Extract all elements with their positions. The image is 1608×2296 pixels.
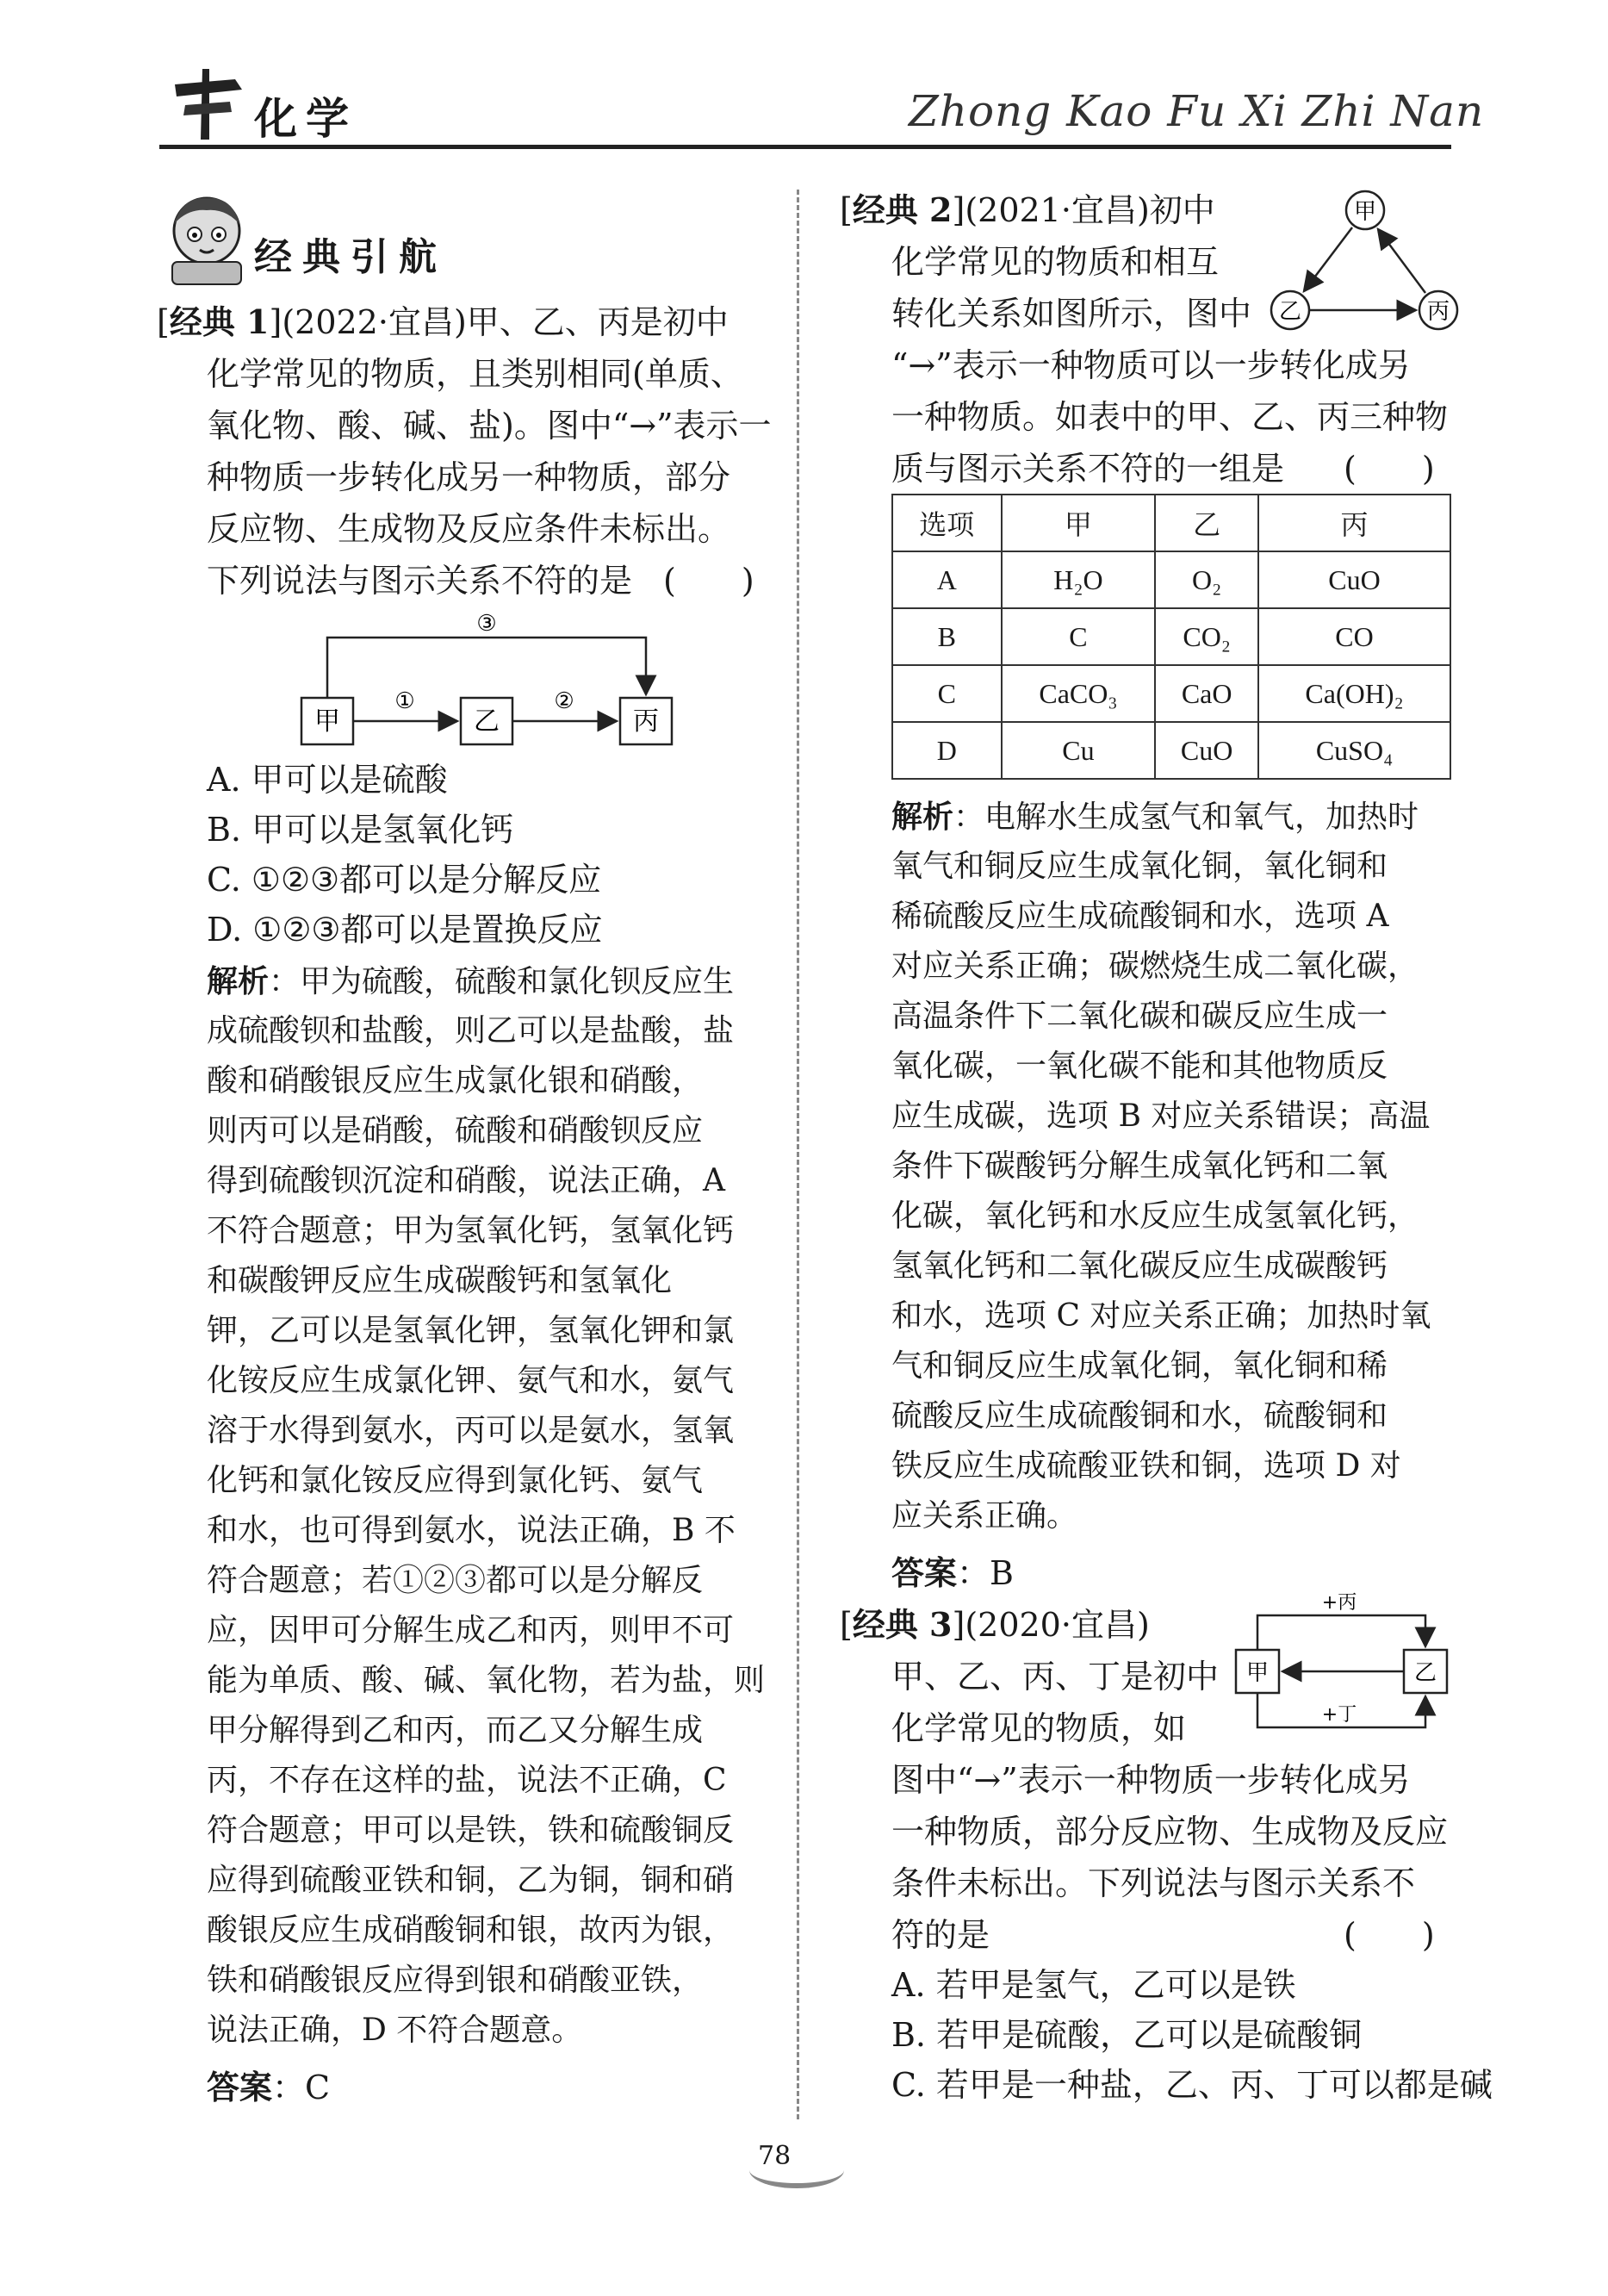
- ex2-line: 化学常见的物质和相互: [891, 243, 1220, 281]
- ex2-analysis-line: 应关系正确。: [891, 1498, 1078, 1534]
- ex2-analysis-line: 对应关系正确；碳燃烧生成二氧化碳，: [891, 949, 1419, 984]
- ex1-analysis-line: 成硫酸钡和盐酸，则乙可以是盐酸，盐: [207, 1013, 735, 1048]
- ex3-answer-paren: ( ): [1344, 1916, 1435, 1954]
- ex1-analysis-line: 酸和硝酸银反应生成氯化银和硝酸，: [207, 1063, 704, 1098]
- ex2-diagram: [1266, 188, 1464, 334]
- svg-text:③: ③: [476, 611, 497, 637]
- ex2-analysis-line: 高温条件下二氧化碳和碳反应生成一: [891, 999, 1388, 1034]
- ex1-option-d: D. ①②③都可以是置换反应: [207, 911, 603, 949]
- ex1-analysis-line: 甲分解得到乙和丙，而乙又分解生成: [207, 1713, 704, 1748]
- ex1-analysis-line: 钾，乙可以是氢氧化钾，氢氧化钾和氯: [207, 1313, 735, 1348]
- ex1-line: 下列说法与图示关系不符的是: [207, 562, 633, 600]
- ex1-analysis-line: 和碳酸钾反应生成碳酸钙和氢氧化: [207, 1263, 673, 1298]
- ex1-analysis-line: 应得到硫酸亚铁和铜，乙为铜，铜和硝: [207, 1863, 735, 1898]
- ex2-answer-paren: ( ): [1344, 450, 1435, 488]
- ex1-analysis-line: 不符合题意；甲为氢氧化钙，氢氧化钙: [207, 1213, 735, 1248]
- table-row: A H₂O O₂ CuO: [892, 551, 1450, 608]
- ex1-answer-paren: ( ): [663, 562, 754, 600]
- ex3-option-c: C. 若甲是一种盐，乙、丙、丁可以都是碱: [891, 2066, 1493, 2104]
- ex1-node-a: 甲: [314, 706, 340, 737]
- ex1-first-line: [经典 1](2022·宜昌)甲、乙、丙是初中: [157, 302, 729, 341]
- subject-title: 化学: [254, 93, 357, 144]
- ex2-node-b: 乙: [1278, 299, 1302, 325]
- page-number: 78: [758, 2141, 792, 2171]
- mascot-icon: [157, 190, 256, 289]
- table-row: B C CO₂ CO: [892, 608, 1450, 665]
- ex1-label: 经典 1: [169, 302, 270, 341]
- ex2-analysis-line: 氧化碳，一氧化碳不能和其他物质反: [891, 1048, 1388, 1084]
- ex2-line: 一种物质。如表中的甲、乙、丙三种物: [891, 398, 1449, 436]
- ex3-node-a: 甲: [1245, 1660, 1270, 1686]
- series-title: Zhong Kao Fu Xi Zhi Nan: [909, 86, 1485, 136]
- ex1-analysis-line: 应，因甲可分解生成乙和丙，则甲不可: [207, 1613, 735, 1648]
- ex2-analysis-line: 硫酸反应生成硫酸铜和水，硫酸铜和: [891, 1398, 1388, 1434]
- ex3-line: 一种物质，部分反应物、生成物及反应: [891, 1813, 1449, 1851]
- section-title: 经典引航: [254, 235, 447, 279]
- ex1-analysis-line: 酸银反应生成硝酸铜和银，故丙为银，: [207, 1913, 735, 1948]
- svg-text:+丁: +丁: [1321, 1704, 1357, 1726]
- table-row: D Cu CuO CuSO₄: [892, 722, 1450, 779]
- ex3-option-b: B. 若甲是硫酸，乙可以是硫酸铜: [891, 2016, 1363, 2054]
- ex3-line: 化学常见的物质，如: [891, 1709, 1187, 1747]
- ex2-node-a: 甲: [1353, 199, 1377, 225]
- ex1-node-b: 乙: [474, 706, 500, 737]
- ex2-analysis-line: 化碳，氧化钙和水反应生成氢氧化钙，: [891, 1198, 1419, 1234]
- ex1-analysis-line: 和水，也可得到氨水，说法正确，B 不: [207, 1513, 736, 1548]
- ex1-analysis-line: 化钙和氯化铵反应得到氯化钙、氨气: [207, 1463, 704, 1498]
- ex1-option-b: B. 甲可以是氢氧化钙: [207, 811, 514, 849]
- ex2-first-line: [经典 2](2021·宜昌)初中: [840, 190, 1215, 229]
- ex2-answer: 答案：B: [891, 1553, 1014, 1592]
- ex3-first-line: [经典 3](2020·宜昌): [840, 1605, 1150, 1644]
- ex2-line: 质与图示关系不符的一组是: [891, 450, 1285, 488]
- ex1-analysis-line: 丙，不存在这样的盐，说法不正确，C: [207, 1763, 727, 1798]
- ex2-analysis-first: 解析：电解水生成氢气和氧气，加热时: [891, 799, 1419, 835]
- ex1-analysis-line: 则丙可以是硝酸，硫酸和硝酸钡反应: [207, 1113, 704, 1148]
- ex3-node-b: 乙: [1413, 1660, 1437, 1686]
- ex1-answer: 答案：C: [207, 2068, 331, 2106]
- ex3-option-a: A. 若甲是氢气，乙可以是铁: [891, 1966, 1296, 2004]
- svg-text:①: ①: [394, 688, 415, 714]
- ex1-analysis-line: 能为单质、酸、碱、氧化物，若为盐，则: [207, 1663, 766, 1698]
- ex1-line: 氧化物、酸、碱、盐)。图中“→”表示一: [207, 407, 772, 445]
- ex1-analysis-line: 符合题意；若①②③都可以是分解反: [207, 1563, 704, 1598]
- svg-text:②: ②: [554, 688, 574, 714]
- ex1-analysis-line: 化铵反应生成氯化钾、氨气和水，氨气: [207, 1363, 735, 1398]
- ex1-analysis-line: 符合题意；甲可以是铁，铁和硫酸铜反: [207, 1813, 735, 1848]
- ex2-analysis-line: 应生成碳，选项 B 对应关系错误；高温: [891, 1098, 1431, 1134]
- ex3-line: 甲、乙、丙、丁是初中: [891, 1658, 1220, 1696]
- ex1-line: 化学常见的物质，且类别相同(单质、: [207, 355, 743, 393]
- header-rule: [159, 145, 1451, 149]
- ex3-diagram: [1232, 1590, 1464, 1740]
- ex1-analysis-line: 说法正确，D 不符合题意。: [207, 2013, 583, 2048]
- ex1-line: 种物质一步转化成另一种物质，部分: [207, 458, 731, 496]
- ex1-analysis-line: 溶于水得到氨水，丙可以是氨水，氢氧: [207, 1413, 735, 1448]
- ex2-analysis-line: 氢氧化钙和二氧化碳反应生成碳酸钙: [891, 1248, 1388, 1284]
- ex1-analysis-line: 铁和硝酸银反应得到银和硝酸亚铁，: [207, 1963, 704, 1998]
- ex1-diagram: [297, 603, 676, 750]
- ex2-label: 经典 2: [852, 190, 953, 229]
- ex2-analysis-line: 条件下碳酸钙分解生成氧化钙和二氧: [891, 1148, 1388, 1184]
- ex2-options-table: [891, 494, 1451, 780]
- table-header-row: 选项 甲 乙 丙: [892, 495, 1450, 551]
- svg-text:+丙: +丙: [1321, 1592, 1357, 1614]
- ex3-line: 符的是: [891, 1916, 990, 1954]
- ex2-analysis-line: 铁反应生成硫酸亚铁和铜，选项 D 对: [891, 1448, 1401, 1484]
- ex1-analysis-line: 得到硫酸钡沉淀和硝酸，说法正确，A: [207, 1163, 725, 1198]
- ex1-option-a: A. 甲可以是硫酸: [207, 761, 448, 799]
- ex1-option-c: C. ①②③都可以是分解反应: [207, 861, 602, 899]
- ex3-label: 经典 3: [852, 1605, 953, 1644]
- ex2-line: “→”表示一种物质可以一步转化成另: [891, 346, 1411, 384]
- ex2-analysis-line: 稀硫酸反应生成硫酸铜和水，选项 A: [891, 899, 1389, 934]
- ex2-analysis-line: 氧气和铜反应生成氧化铜，氧化铜和: [891, 849, 1388, 884]
- ex3-line: 条件未标出。下列说法与图示关系不: [891, 1864, 1416, 1902]
- column-divider: [797, 190, 799, 2119]
- ex3-line: 图中“→”表示一种物质一步转化成另: [891, 1761, 1411, 1799]
- ex2-analysis-line: 和水，选项 C 对应关系正确；加热时氧: [891, 1298, 1431, 1334]
- ex1-line: 反应物、生成物及反应条件未标出。: [207, 510, 731, 548]
- ex1-analysis-first: 解析：甲为硫酸，硫酸和氯化钡反应生: [207, 963, 735, 999]
- signpost-icon: [168, 60, 245, 142]
- ex2-analysis-line: 气和铜反应生成氧化铜，氧化铜和稀: [891, 1348, 1388, 1384]
- table-row: C CaCO₃ CaO Ca(OH)₂: [892, 665, 1450, 722]
- ex2-node-c: 丙: [1426, 299, 1450, 325]
- ex1-node-c: 丙: [633, 706, 659, 737]
- ex2-line: 转化关系如图所示，图中: [891, 295, 1252, 333]
